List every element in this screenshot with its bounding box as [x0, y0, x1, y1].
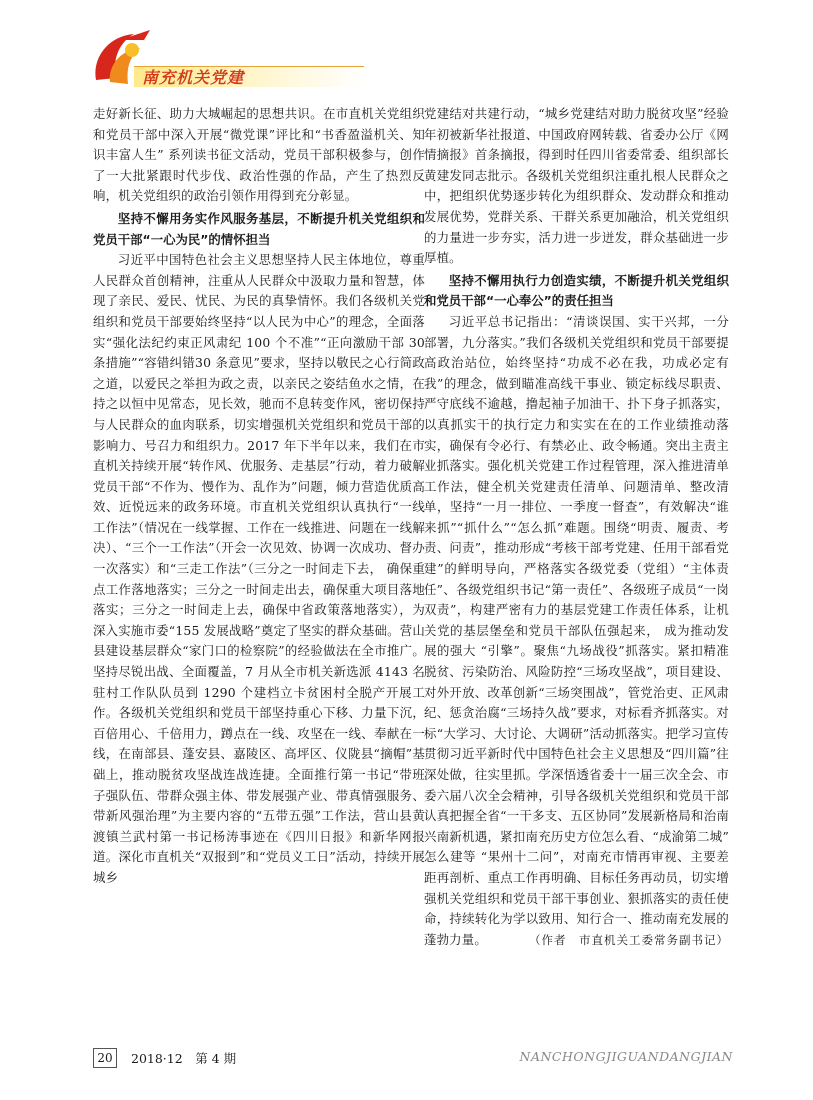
left-column	[93, 104, 425, 889]
journal-latin-name: NANCHONGJIGUANDANGJIAN	[519, 1049, 733, 1064]
issue-label: 2018·12 第 4 期	[131, 1051, 237, 1066]
journal-title: 南充机关党建	[142, 68, 245, 87]
right-paragraph-2-text: 习近平总书记指出：“清谈误国、实干兴邦，一分部署，九分落实。”我们各级机关党组织和党员干部要提高政治站位，始终坚持“功成不必在我，功成必定有我”的理念，做到瞄准高线干事业、锁定标线尽职责、严守底线不逾越，撸起袖子加油干、扑下身子抓落实，以真抓实干的执行定力和实实在在的工作业绩推动落实，确保有令必行、有禁必止、政令畅通。突出主责主业抓落实。强化机关党建工作过程管理，深入推进清单工作法，健全机关党建责任清单、问题清单、整改清单，坚持“一月一排位、一季度一督查”，有效解决“谁来抓”“抓什么”“怎么抓”难题。围绕“明责、履责、考责、问责”，推动形成“考核干部考党建、任用干部看党建”的鲜明导向，严格落实各级党委（党组）“主体责任”、各级党组织书记“第一责任”、各级班子成员“一岗双责”，构建严密有力的基层党建工作责任体系，让机关党的基层堡垒和党员干部队伍强起来， 成为推动发展的强大 “引擎”。聚焦“九场战役”抓落实。紧扣精准脱贫、污染防治、风险防控“三场攻坚战”，项目建设、对外开放、改革创新“三场突围战”，管党治吏、正风肃纪、惩贪治腐“三场持久战”要求，对标看齐抓落实。对标“大学习、大讨论、大调研”活动抓落实。把学习宣传贯彻习近平新时代中国特色社会主义思想及“四川篇”往深处做，往实里抓。学深悟透省委十一届三次全会、市委六届八次全会精神，引导各级机关党组织和党员干部认真把握全省“一干多支、五区协同”发展新格局和治南兴南新机遇，紧扣南充历史方位怎么看、“成渝第二城” 怎么建等 “果州十二问”，对南充市情再审视、主要差距再剖析、重点工作再明确、目标任务再动员，切实增强机关党组织和党员干部干事创业、狠抓落实的责任使命，持续转化为学以致用、知行合一、推动南充发展的蓬勃力量。	[424, 313, 729, 947]
left-section-heading: 坚持不懈用务实作风服务基层，不断提升机关党组织和党员干部“一心为民”的情怀担当	[93, 210, 425, 247]
left-paragraph-2: 习近平中国特色社会主义思想坚持人民主体地位，尊重人民群众首创精神，注重从人民群众中汲取力量和智慧，体现了亲民、爱民、忧民、为民的真挚情怀。我们各级机关党组织和党员干部要始终坚持“以人民为中心”的理念，全面落实“强化法纪约束正风肃纪 100 个不准”“正向激励干部 30 条措施”“容错纠错30 条意见”要求，坚持以敬民之心行简政之道，以爱民之举担为政之责，以亲民之姿结鱼水之情，在持之以恒中见常态，见长效，驰而不息转变作风，密切保持与人民群众的血肉联系，切实增强机关党组织和党员干部的影响力、号召力和组织力。2017 年下半年以来，我们在市直机关持续开展“转作风、优服务、走基层”行动，着力破解党员干部“不作为、慢作为、乱作为”问题，倾力营造优质高效、近悦远来的政务环境。市直机关党组织认真执行“一线工作法”（情况在一线掌握、工作在一线推进、问题在一线解决）、“三个一工作法”（开会一次见效、协调一次成功、督办一次落实）和“三走工作法”（三分之一时间走下去， 确保重点工作落地落实；三分之一时间走出去，确保重大项目落地落实；三分之一时间走上去，确保中省政策落地落实），为深入实施市委“155 发展战略”奠定了坚实的群众基础。营山县建设基层群众“家门口的检察院”的经验做法在全市推广。坚持尽锐出战、全面覆盖，7 月从全市机关新选派 4143 名驻村工作队队员到 1290 个建档立卡贫困村全脱产开展工作。各级机关党组织和党员干部坚持重心下移、力量下沉，百倍用心、千倍用力，蹲点在一线、攻坚在一线、奉献在一线，在南部县、蓬安县、嘉陵区、高坪区、仪陇县“摘帽”基础上，推动脱贫攻坚战连战连捷。全面推行第一书记“带班子强队伍、带群众强主体、带发展强产业、带真情强服务、带新风强治理”为主要内容的“五带五强”工作法，营山县黄渡镇兰武村第一书记杨涛事迹在《四川日报》和新华网报道。深化市直机关“双报到”和“党员义工日”活动，持续开展城乡	[93, 252, 425, 885]
left-paragraph-1: 走好新长征、助力大城崛起的思想共识。在市直机关党组织和党员干部中深入开展“微党课”评比和“书香盈溢机关、知识丰富人生” 系列读书征文活动，党员干部积极参与，创作了一大批紧跟时代步伐、政治性强的作品，产生了热烈反响，机关党组织的政治引领作用得到充分彰显。	[93, 106, 425, 204]
right-column	[424, 104, 729, 950]
right-paragraph-1: 党建结对共建行动，“城乡党建结对助力脱贫攻坚”经验年初被新华社报道、中国政府网转载、省委办公厅《网情摘报》首条摘报，得到时任四川省委常委、组织部长黄建发同志批示。各级机关党组织注重扎根人民群众之中，把组织优势逐步转化为组织群众、发动群众和推动发展优势，党群关系、干群关系更加融洽，机关党组织的力量进一步夯实，活力进一步迸发，群众基础进一步厚植。	[424, 106, 729, 266]
journal-header	[90, 28, 370, 92]
page-number: 20	[93, 1048, 117, 1068]
right-paragraph-2	[424, 312, 729, 950]
right-section-heading: 坚持不懈用执行力创造实绩，不断提升机关党组织和党员干部“一心奉公”的责任担当	[424, 272, 729, 309]
page-footer	[93, 1048, 733, 1070]
author-byline: （作者 市直机关工委常务副书记）	[529, 932, 729, 947]
